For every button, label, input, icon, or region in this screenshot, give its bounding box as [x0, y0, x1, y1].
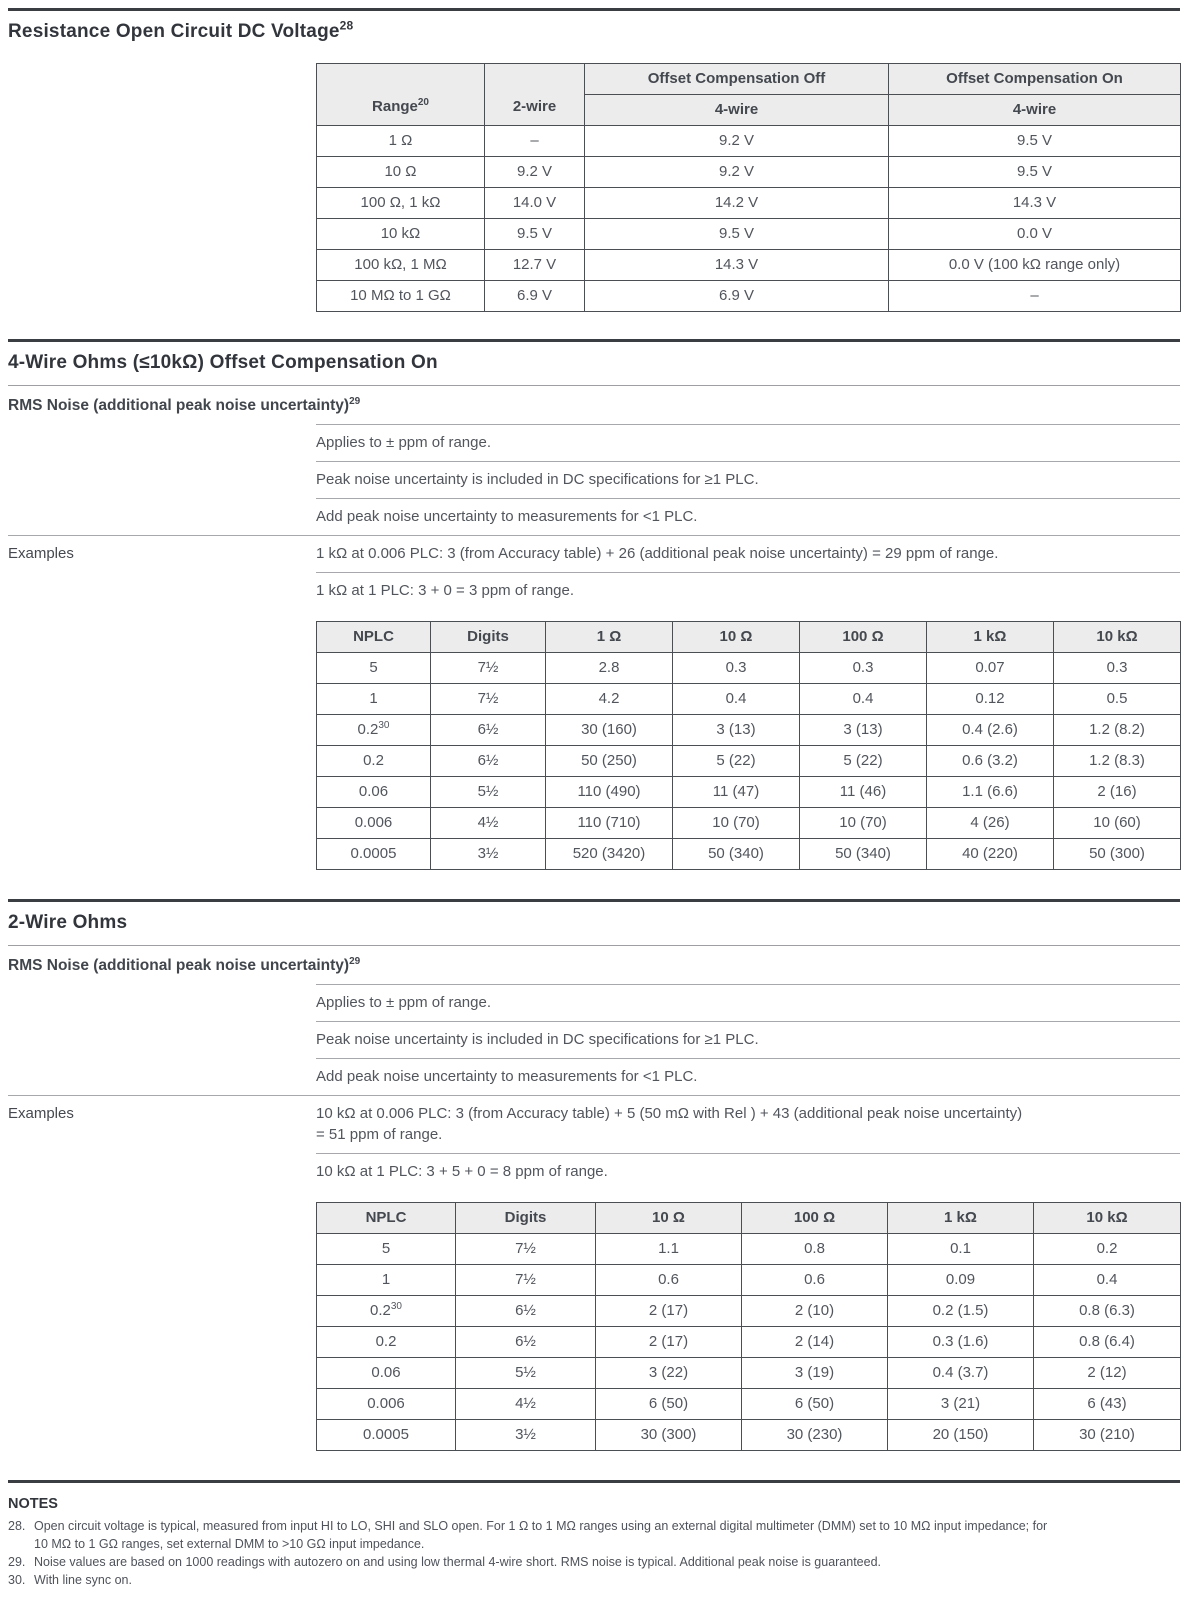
- table-cell: 0.3 (1.6): [888, 1327, 1034, 1358]
- table-cell: 4½: [456, 1389, 596, 1420]
- table-row: [317, 715, 1181, 746]
- table-cell: 3 (19): [742, 1358, 888, 1389]
- text-line: Noise values are based on 1000 readings with autozero on and using low thermal 4-wire short. RMS noise is typical. Additional peak noise is guaranteed.: [34, 1555, 882, 1569]
- table-cell: 10 (70): [800, 808, 927, 839]
- text-line: With line sync on.: [34, 1573, 132, 1587]
- table-cell: 50 (300): [1054, 839, 1181, 870]
- footnote-ref: 29: [349, 955, 361, 967]
- footnote-ref: 20: [417, 97, 429, 108]
- footnote-ref: 30: [378, 720, 390, 731]
- column-header: 10 Ω: [673, 622, 800, 653]
- note-item: [8, 1517, 1180, 1553]
- rms-noise-label-text: RMS Noise (additional peak noise uncertainty): [8, 397, 350, 414]
- table-cell: –: [889, 281, 1181, 312]
- table-row: [317, 219, 1181, 250]
- table-cell: 14.3 V: [889, 188, 1181, 219]
- column-header: 1 kΩ: [888, 1203, 1034, 1234]
- examples-label: Examples: [8, 1105, 74, 1122]
- table-cell: 0.3: [800, 653, 927, 684]
- resistance-ocv-table: [316, 63, 1181, 312]
- table-header-row: [317, 64, 1181, 95]
- table-header-row: [317, 1203, 1181, 1234]
- table-cell: 0.3: [673, 653, 800, 684]
- table-cell: 0.8 (6.3): [1034, 1296, 1181, 1327]
- table-cell: 0.4 (2.6): [927, 715, 1054, 746]
- section-divider: [8, 899, 1180, 902]
- table-cell: 0.5: [1054, 684, 1181, 715]
- table-cell: 0.6 (3.2): [927, 746, 1054, 777]
- table-cell: $0.2^{30}$: [317, 1296, 456, 1327]
- table-cell: 5: [317, 1234, 456, 1265]
- table-cell: 6 (43): [1034, 1389, 1181, 1420]
- table-cell: 11 (47): [673, 777, 800, 808]
- column-header-2wire: 2-wire: [485, 64, 585, 126]
- table-cell: 0.6: [596, 1265, 742, 1296]
- table-cell: 2 (12): [1034, 1358, 1181, 1389]
- table-body: [317, 1234, 1181, 1451]
- spec-row: Add peak noise uncertainty to measurements for <1 PLC.: [316, 498, 1180, 535]
- table-row: [317, 188, 1181, 219]
- table-cell: 0.06: [317, 777, 431, 808]
- table-cell: 3½: [456, 1420, 596, 1451]
- table-cell: 0.2: [317, 746, 431, 777]
- table-cell: 2 (14): [742, 1327, 888, 1358]
- note-text: [34, 1517, 1180, 1553]
- table-cell: 1.1: [596, 1234, 742, 1265]
- spec-row: Peak noise uncertainty is included in DC specifications for ≥1 PLC.: [316, 461, 1180, 498]
- 4wire-noise-table: [316, 621, 1181, 870]
- table-cell: 3½: [431, 839, 546, 870]
- text-line: 10 kΩ at 1 PLC: 3 + 5 + 0 = 8 ppm of range.: [316, 1163, 608, 1180]
- table-cell: 3 (13): [800, 715, 927, 746]
- table-cell: 30 (230): [742, 1420, 888, 1451]
- table-cell: 11 (46): [800, 777, 927, 808]
- table-cell: 5½: [456, 1358, 596, 1389]
- table-cell: 50 (340): [673, 839, 800, 870]
- table-cell: 3 (13): [673, 715, 800, 746]
- column-header-text: Range: [372, 98, 418, 115]
- table-cell: 0.4: [800, 684, 927, 715]
- table-cell: 14.0 V: [485, 188, 585, 219]
- table-cell: 6½: [456, 1296, 596, 1327]
- table-row: [317, 653, 1181, 684]
- rms-noise-label: [8, 386, 1180, 424]
- table-header: [317, 64, 1181, 126]
- example-row: [316, 1153, 1180, 1190]
- section-title-text: 4-Wire Ohms (≤10kΩ) Offset Compensation On: [8, 352, 438, 373]
- table-cell: 520 (3420): [546, 839, 673, 870]
- notes-title: NOTES: [8, 1496, 58, 1512]
- table-row: [317, 839, 1181, 870]
- column-header: 100 Ω: [742, 1203, 888, 1234]
- table-cell: 0.12: [927, 684, 1054, 715]
- example-row: [316, 572, 1180, 609]
- table-cell: 6 (50): [596, 1389, 742, 1420]
- table-cell: 0.0005: [317, 839, 431, 870]
- table-cell: 0.4: [1034, 1265, 1181, 1296]
- note-number: 30.: [8, 1573, 26, 1587]
- section-divider: [8, 8, 1180, 11]
- column-header-offset-comp-on: Offset Compensation On: [889, 64, 1181, 95]
- table-row: [317, 684, 1181, 715]
- spec-row: Applies to ± ppm of range.: [316, 984, 1180, 1021]
- table-cell: 110 (710): [546, 808, 673, 839]
- table-cell: 10 Ω: [317, 157, 485, 188]
- table-row: [317, 1296, 1181, 1327]
- footnote-ref: 29: [349, 395, 361, 407]
- spec-row: Peak noise uncertainty is included in DC specifications for ≥1 PLC.: [316, 1021, 1180, 1058]
- table-cell: 10 (70): [673, 808, 800, 839]
- table-cell: 6.9 V: [485, 281, 585, 312]
- table-cell: 4 (26): [927, 808, 1054, 839]
- note-item: [8, 1553, 1180, 1571]
- table-row: [317, 808, 1181, 839]
- text-line: 10 MΩ to 1 GΩ ranges, set external DMM to >10 GΩ input impedance.: [34, 1537, 425, 1551]
- table-cell: 0.006: [317, 808, 431, 839]
- table-cell: 5 (22): [800, 746, 927, 777]
- table-row: [317, 1358, 1181, 1389]
- column-header: 10 Ω: [596, 1203, 742, 1234]
- table-header: [317, 1203, 1181, 1234]
- table-cell: 2 (17): [596, 1327, 742, 1358]
- table-cell: 0.006: [317, 1389, 456, 1420]
- table-cell: 9.5 V: [889, 157, 1181, 188]
- table-row: [317, 157, 1181, 188]
- table-cell: 1 Ω: [317, 126, 485, 157]
- table-cell: –: [485, 126, 585, 157]
- table-cell: 30 (300): [596, 1420, 742, 1451]
- spec-row: Add peak noise uncertainty to measurements for <1 PLC.: [316, 1058, 1180, 1095]
- column-header: 10 kΩ: [1054, 622, 1181, 653]
- table-cell: 0.2: [317, 1327, 456, 1358]
- column-header-range: [317, 64, 485, 126]
- table-cell: 110 (490): [546, 777, 673, 808]
- section-title-2wire-ohms: [8, 911, 1180, 934]
- table-body: [317, 653, 1181, 870]
- table-cell: 0.8: [742, 1234, 888, 1265]
- table-header: [317, 622, 1181, 653]
- table-cell: 14.2 V: [585, 188, 889, 219]
- table-cell: 0.2 (1.5): [888, 1296, 1034, 1327]
- table-row: [317, 1420, 1181, 1451]
- text-line: = 51 ppm of range.: [316, 1126, 443, 1143]
- section-divider: [8, 1480, 1180, 1483]
- table-cell: 50 (340): [800, 839, 927, 870]
- examples-group: [8, 1095, 1180, 1190]
- column-header: Digits: [431, 622, 546, 653]
- table-cell: 40 (220): [927, 839, 1054, 870]
- table-cell: 0.0005: [317, 1420, 456, 1451]
- table-header-row: [317, 622, 1181, 653]
- table-cell: 3 (22): [596, 1358, 742, 1389]
- section-title-text: 2-Wire Ohms: [8, 912, 128, 933]
- column-header: NPLC: [317, 1203, 456, 1234]
- table-cell: 7½: [456, 1265, 596, 1296]
- table-cell: 100 Ω, 1 kΩ: [317, 188, 485, 219]
- note-text: [34, 1571, 1180, 1589]
- table-row: [317, 1234, 1181, 1265]
- table-cell: 6½: [431, 715, 546, 746]
- note-number: 29.: [8, 1555, 26, 1569]
- text-line: 1 kΩ at 1 PLC: 3 + 0 = 3 ppm of range.: [316, 582, 575, 599]
- table-cell: 100 kΩ, 1 MΩ: [317, 250, 485, 281]
- table-cell: 0.07: [927, 653, 1054, 684]
- note-text: [34, 1553, 1180, 1571]
- table-cell: 10 (60): [1054, 808, 1181, 839]
- examples-rows: [316, 536, 1180, 609]
- column-header: 10 kΩ: [1034, 1203, 1181, 1234]
- table-cell: 9.5 V: [889, 126, 1181, 157]
- footnote-ref: 28: [339, 18, 354, 33]
- note-number: 28.: [8, 1519, 26, 1533]
- table-cell: 0.09: [888, 1265, 1034, 1296]
- table-cell: 0.3: [1054, 653, 1181, 684]
- table-cell: 10 MΩ to 1 GΩ: [317, 281, 485, 312]
- table-cell: 6 (50): [742, 1389, 888, 1420]
- table-cell: 12.7 V: [485, 250, 585, 281]
- table-cell: 0.0 V (100 kΩ range only): [889, 250, 1181, 281]
- table-cell: 0.4: [673, 684, 800, 715]
- table-cell: 5½: [431, 777, 546, 808]
- examples-group: [8, 535, 1180, 609]
- table-cell: 9.5 V: [485, 219, 585, 250]
- table-cell: 1.2 (8.3): [1054, 746, 1181, 777]
- table-cell: 2.8: [546, 653, 673, 684]
- table-cell: 0.4 (3.7): [888, 1358, 1034, 1389]
- table-cell: $0.2^{30}$: [317, 715, 431, 746]
- table-row: [317, 126, 1181, 157]
- text-line: 10 kΩ at 0.006 PLC: 3 (from Accuracy table) + 5 (50 mΩ with Rel ) + 43 (additional peak noise uncertainty): [316, 1105, 1023, 1122]
- table-cell: 0.8 (6.4): [1034, 1327, 1181, 1358]
- section-divider: [8, 339, 1180, 342]
- column-header: NPLC: [317, 622, 431, 653]
- table-cell: 6½: [431, 746, 546, 777]
- section-title-text: Resistance Open Circuit DC Voltage: [8, 21, 340, 42]
- table-cell: 20 (150): [888, 1420, 1034, 1451]
- spec-row: Applies to ± ppm of range.: [316, 424, 1180, 461]
- table-cell: 3 (21): [888, 1389, 1034, 1420]
- table-row: [317, 250, 1181, 281]
- table-row: [317, 777, 1181, 808]
- table-cell: 1: [317, 1265, 456, 1296]
- table-cell: 9.5 V: [585, 219, 889, 250]
- rms-noise-label-text: RMS Noise (additional peak noise uncertainty): [8, 957, 350, 974]
- table-row: [317, 1327, 1181, 1358]
- table-row: [317, 281, 1181, 312]
- table-cell: 30 (210): [1034, 1420, 1181, 1451]
- example-row: [316, 1096, 1180, 1153]
- table-cell: 9.2 V: [585, 157, 889, 188]
- table-cell: 4½: [431, 808, 546, 839]
- table-cell: 1.2 (8.2): [1054, 715, 1181, 746]
- table-cell: 5: [317, 653, 431, 684]
- text-line: 1 kΩ at 0.006 PLC: 3 (from Accuracy table) + 26 (additional peak noise uncertainty) = 29 ppm of range.: [316, 545, 999, 562]
- column-header: 1 Ω: [546, 622, 673, 653]
- note-item: [8, 1571, 1180, 1589]
- section-title-4wire-ohms: [8, 351, 1180, 374]
- table-cell: 0.6: [742, 1265, 888, 1296]
- section-title-resistance-ocv: [8, 20, 1180, 43]
- table-cell: 9.2 V: [485, 157, 585, 188]
- table-cell: 2 (17): [596, 1296, 742, 1327]
- column-header: 100 Ω: [800, 622, 927, 653]
- column-subheader-4wire: 4-wire: [889, 95, 1181, 126]
- rms-noise-rows: [316, 424, 1180, 535]
- table-cell: 0.0 V: [889, 219, 1181, 250]
- text-line: Open circuit voltage is typical, measured from input HI to LO, SHI and SLO open. For 1 Ω to 1 MΩ ranges using an external digital multimeter (DMM) set to 10 MΩ input impedance; for: [34, 1519, 1048, 1533]
- rms-noise-rows: [316, 984, 1180, 1095]
- table-cell: 0.1: [888, 1234, 1034, 1265]
- table-cell: 7½: [431, 684, 546, 715]
- table-row: [317, 746, 1181, 777]
- table-cell: 5 (22): [673, 746, 800, 777]
- table-cell: 1.1 (6.6): [927, 777, 1054, 808]
- rms-noise-label: [8, 946, 1180, 984]
- table-cell: 0.2: [1034, 1234, 1181, 1265]
- column-header-offset-comp-off: Offset Compensation Off: [585, 64, 889, 95]
- table-body: [317, 126, 1181, 312]
- table-cell: 7½: [431, 653, 546, 684]
- table-cell: 50 (250): [546, 746, 673, 777]
- table-cell: 30 (160): [546, 715, 673, 746]
- table-cell: 4.2: [546, 684, 673, 715]
- table-cell: 1: [317, 684, 431, 715]
- column-header: 1 kΩ: [927, 622, 1054, 653]
- table-cell: 6½: [456, 1327, 596, 1358]
- examples-rows: [316, 1096, 1180, 1190]
- table-cell: 6.9 V: [585, 281, 889, 312]
- table-cell: 7½: [456, 1234, 596, 1265]
- table-cell: 2 (10): [742, 1296, 888, 1327]
- examples-label: Examples: [8, 545, 74, 562]
- table-cell: 9.2 V: [585, 126, 889, 157]
- 2wire-noise-table: [316, 1202, 1181, 1451]
- table-cell: 2 (16): [1054, 777, 1181, 808]
- table-row: [317, 1265, 1181, 1296]
- table-cell: 10 kΩ: [317, 219, 485, 250]
- table-row: [317, 1389, 1181, 1420]
- footnote-ref: 30: [390, 1301, 402, 1312]
- column-subheader-4wire: 4-wire: [585, 95, 889, 126]
- table-cell: 0.06: [317, 1358, 456, 1389]
- example-row: [316, 536, 1180, 572]
- table-cell: 14.3 V: [585, 250, 889, 281]
- column-header: Digits: [456, 1203, 596, 1234]
